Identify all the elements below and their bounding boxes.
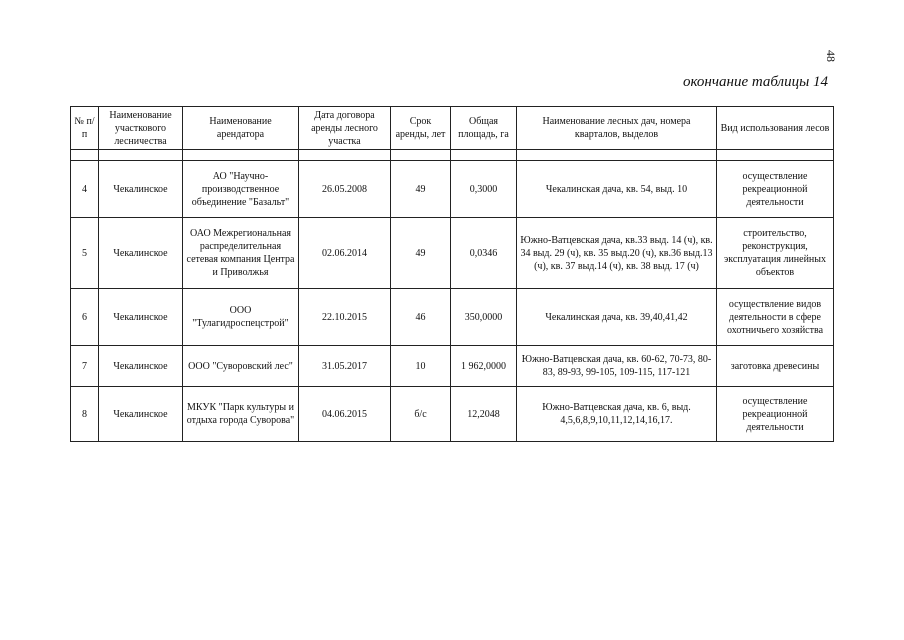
cell-forestry: Чекалинское xyxy=(99,161,183,218)
cell-date: 31.05.2017 xyxy=(299,346,391,387)
cell-forestry: Чекалинское xyxy=(99,346,183,387)
cell-num: 5 xyxy=(71,218,99,289)
cell-usage: осуществление рекреационной деятельности xyxy=(717,387,834,442)
cell-num: 7 xyxy=(71,346,99,387)
cell-forestry: Чекалинское xyxy=(99,289,183,346)
cell-area: 0,3000 xyxy=(451,161,517,218)
cell-date: 22.10.2015 xyxy=(299,289,391,346)
table-caption: окончание таблицы 14 xyxy=(682,74,828,90)
cell-date: 02.06.2014 xyxy=(299,218,391,289)
cell-term: 49 xyxy=(391,218,451,289)
cell-tenant: ООО "Суворовский лес" xyxy=(183,346,299,387)
header-term: Срок аренды, лет xyxy=(391,107,451,150)
table-row xyxy=(71,387,834,442)
cell-term: б/с xyxy=(391,387,451,442)
table-row xyxy=(71,161,834,218)
cell-usage: строительство, реконструкция, эксплуатация линейных объектов xyxy=(717,218,834,289)
cell-area: 350,0000 xyxy=(451,289,517,346)
cell-tenant: АО "Научно-производственное объединение "Базальт" xyxy=(183,161,299,218)
header-date: Дата договора аренды лесного участка xyxy=(299,107,391,150)
table-row xyxy=(71,346,834,387)
cell-usage: заготовка древесины xyxy=(717,346,834,387)
cell-tenant: ОАО Межрегиональная распределительная сетевая компания Центра и Приволжья xyxy=(183,218,299,289)
header-location: Наименование лесных дач, номера кварталов, выделов xyxy=(517,107,717,150)
cell-term: 10 xyxy=(391,346,451,387)
header-usage: Вид использования лесов xyxy=(717,107,834,150)
cell-usage: осуществление видов деятельности в сфере охотничьего хозяйства xyxy=(717,289,834,346)
cell-forestry: Чекалинское xyxy=(99,218,183,289)
cell-num: 6 xyxy=(71,289,99,346)
header-tenant: Наименование арендатора xyxy=(183,107,299,150)
cell-usage: осуществление рекреационной деятельности xyxy=(717,161,834,218)
cell-location: Южно-Ватцевская дача, кв. 60-62, 70-73, 80-83, 89-93, 99-105, 109-115, 117-121 xyxy=(517,346,717,387)
cell-area: 0,0346 xyxy=(451,218,517,289)
cell-term: 49 xyxy=(391,161,451,218)
cell-location: Южно-Ватцевская дача, кв. 6, выд. 4,5,6,8,9,10,11,12,14,16,17. xyxy=(517,387,717,442)
lease-table xyxy=(70,106,834,442)
header-area: Общая площадь, га xyxy=(451,107,517,150)
cell-tenant: МКУК "Парк культуры и отдыха города Суворова" xyxy=(183,387,299,442)
cell-location: Южно-Ватцевская дача, кв.33 выд. 14 (ч), кв. 34 выд. 29 (ч), кв. 35 выд.20 (ч), кв.36 выд.13 (ч), кв. 37 выд.14 (ч), кв. 38 выд. 17 (ч) xyxy=(517,218,717,289)
table-row xyxy=(71,289,834,346)
cell-area: 12,2048 xyxy=(451,387,517,442)
cell-tenant: ООО "Тулагидроспецстрой" xyxy=(183,289,299,346)
cell-term: 46 xyxy=(391,289,451,346)
cell-forestry: Чекалинское xyxy=(99,387,183,442)
cell-date: 04.06.2015 xyxy=(299,387,391,442)
cell-date: 26.05.2008 xyxy=(299,161,391,218)
cell-location: Чекалинская дача, кв. 54, выд. 10 xyxy=(517,161,717,218)
cell-num: 8 xyxy=(71,387,99,442)
header-num: № п/п xyxy=(71,107,99,150)
header-forestry: Наименование участкового лесничества xyxy=(99,107,183,150)
page-number: 48 xyxy=(824,50,838,62)
table-row xyxy=(71,218,834,289)
spacer-row xyxy=(71,150,834,161)
cell-location: Чекалинская дача, кв. 39,40,41,42 xyxy=(517,289,717,346)
cell-area: 1 962,0000 xyxy=(451,346,517,387)
table-header-row xyxy=(71,107,834,150)
cell-num: 4 xyxy=(71,161,99,218)
